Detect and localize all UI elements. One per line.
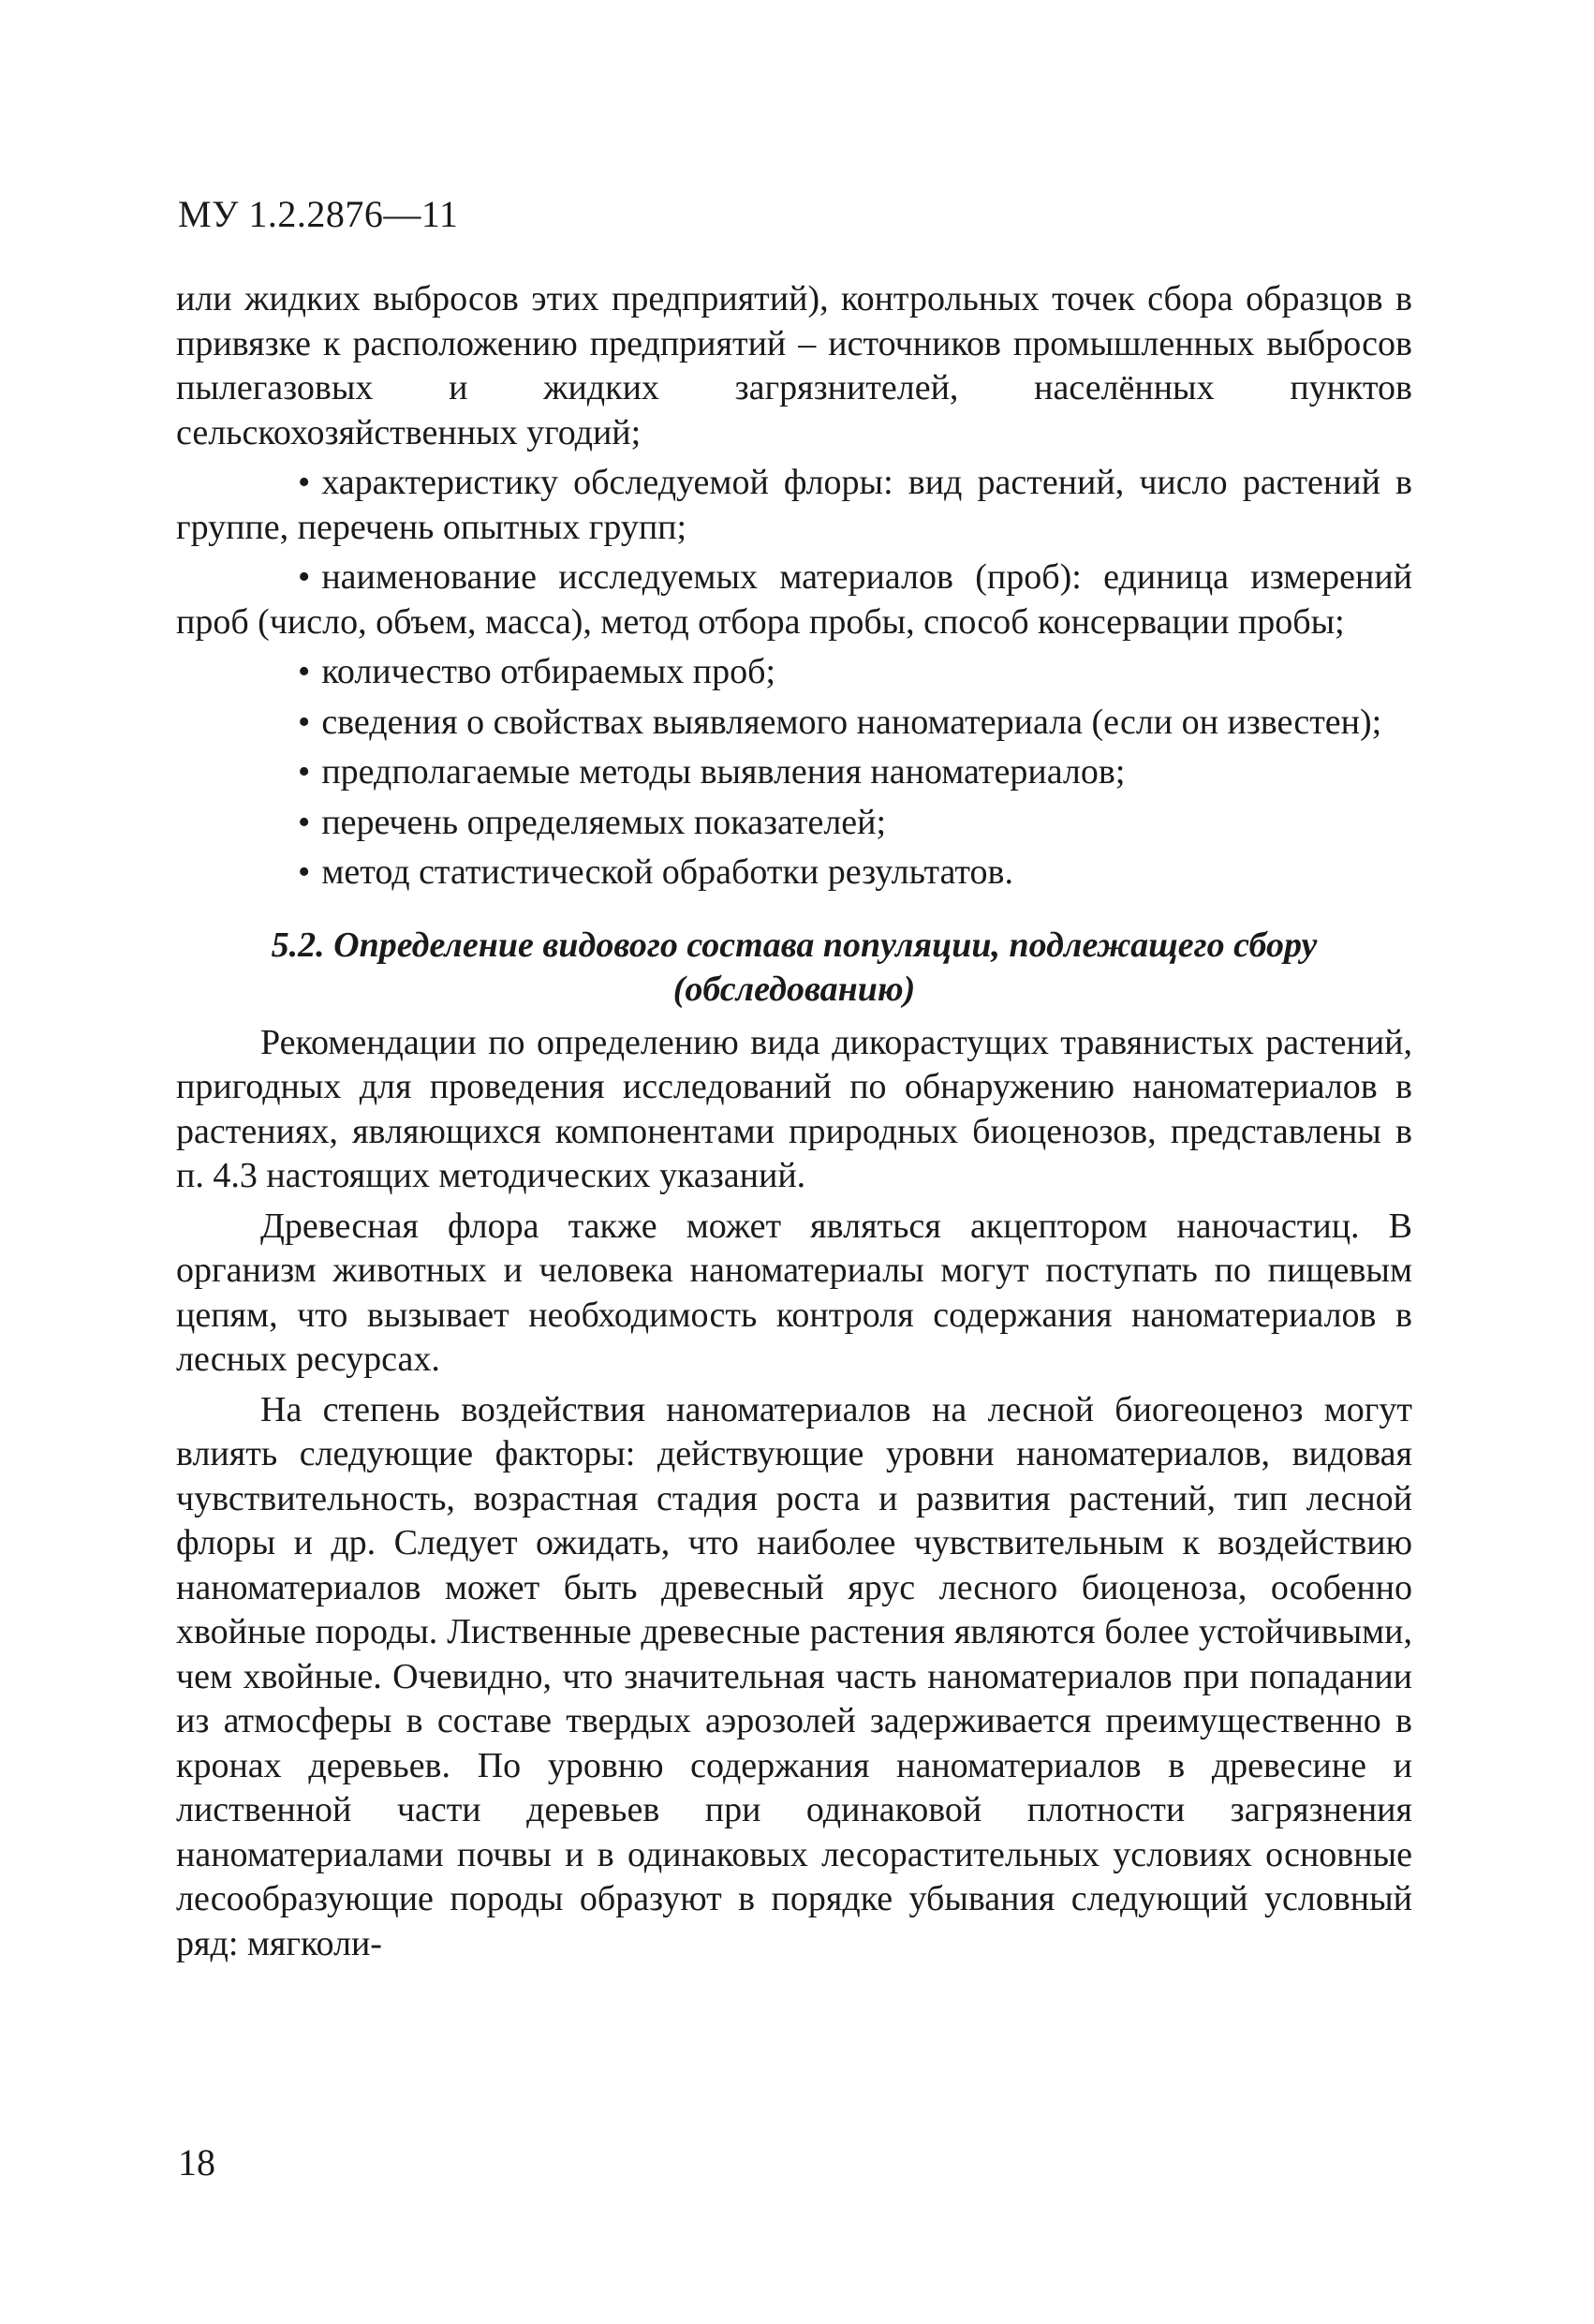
bullet-item: [176, 701, 1412, 746]
bullet-item: [176, 750, 1412, 795]
bullet-icon: •: [298, 802, 311, 842]
paragraph: Древесная флора также может являться акцептором наночастиц. В организм животных и человека наноматериалы могут поступать по пищевым цепям, что вызывает необходимость контроля содержания наноматериалов в лесных ресурсах.: [176, 1206, 1412, 1379]
body-text: [176, 277, 1412, 1966]
bullet-icon: •: [298, 852, 311, 892]
intro-continuation: или жидких выбросов этих предприятий), контрольных точек сбора образцов в привязке к расположению предприятий – источников промышленных выбросов пылегазовых и жидких загрязнителей, населённых пунктов сельскохозяйственных угодий;: [176, 279, 1412, 452]
section-heading: 5.2. Определение видового состава популяции, подлежащего сбору (обследованию): [271, 925, 1318, 1009]
bullet-item: [176, 461, 1412, 550]
bullet-icon: •: [298, 557, 311, 597]
bullet-icon: •: [298, 752, 311, 792]
bullet-text: перечень определяемых показателей;: [321, 802, 887, 842]
bullet-item: [176, 801, 1412, 846]
bullet-text: наименование исследуемых материалов (проб): единица измерений проб (число, объем, масса), метод отбора пробы, способ консервации пробы;: [176, 557, 1412, 642]
bullet-text: сведения о свойствах выявляемого наноматериала (если он известен);: [321, 702, 1382, 742]
paragraph: Рекомендации по определению вида дикорастущих травянистых растений, пригодных для проведения исследований по обнаружению наноматериалов в растениях, являющихся компонентами природных биоценозов, представлены в п. 4.3 настоящих методических указаний.: [176, 1022, 1412, 1195]
paragraph: На степень воздействия наноматериалов на лесной биогеоценоз могут влиять следующие факторы: действующие уровни наноматериалов, видовая чувствительность, возрастная стадия роста и развития растений, тип лесной флоры и др. Следует ожидать, что наиболее чувствительным к воздействию наноматериалов может быть древесный ярус лесного биоценоза, особенно хвойные породы. Лиственные древесные растения являются более устойчивыми, чем хвойные. Очевидно, что значительная часть наноматериалов при попадании из атмосферы в составе твердых аэрозолей задерживается преимущественно в кронах деревьев. По уровню содержания наноматериалов в древесине и лиственной части деревьев при одинаковой плотности загрязнения наноматериалами почвы и в одинаковых лесорастительных условиях основные лесообразующие породы образуют в порядке убывания следующий условный ряд: мягколи-: [176, 1389, 1412, 1963]
bullet-text: предполагаемые методы выявления наноматериалов;: [321, 752, 1126, 792]
bullet-text: метод статистической обработки результатов.: [321, 852, 1013, 892]
bullet-item: [176, 650, 1412, 695]
page-number: 18: [178, 2141, 215, 2183]
bullet-text: характеристику обследуемой флоры: вид растений, число растений в группе, перечень опытных групп;: [176, 463, 1412, 547]
bullet-text: количество отбираемых проб;: [321, 652, 776, 691]
bullet-icon: •: [298, 702, 311, 742]
bullet-item: [176, 555, 1412, 644]
bullet-icon: •: [298, 652, 311, 691]
document-code-header: МУ 1.2.2876—11: [178, 193, 459, 235]
bullet-item: [176, 851, 1412, 896]
bullet-icon: •: [298, 463, 311, 502]
